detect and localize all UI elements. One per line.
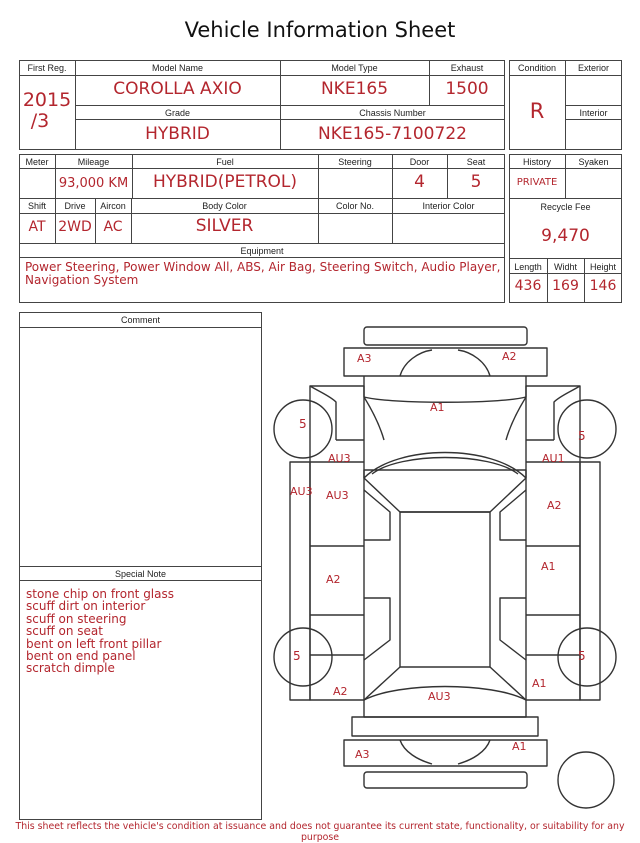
special-note-item: scuff dirt on interior (26, 599, 146, 614)
page-title: Vehicle Information Sheet (184, 18, 456, 42)
mark-right-front-door: A2 (547, 499, 562, 512)
mark-rear-bumper-left: A3 (355, 748, 370, 761)
grade-label: Grade (164, 108, 190, 118)
model-name-value: COROLLA AXIO (113, 79, 242, 99)
width-value: 169 (552, 278, 579, 294)
mark-right-rear-door: A1 (541, 560, 556, 573)
disclaimer-footer: This sheet reflects the vehicle's condition at issuance and does not guarantee its current state, functionality, or suitability for any purpose (15, 821, 625, 843)
mark-front-bumper-left: A3 (357, 352, 372, 365)
model-type-label: Model Type (331, 63, 378, 73)
height-value: 146 (589, 278, 617, 294)
recycle-fee-value: 9,470 (541, 226, 590, 246)
history-value: PRIVATE (516, 177, 558, 188)
model-name-label: Model Name (151, 63, 204, 73)
shift-label: Shift (27, 201, 46, 211)
exhaust-label: Exhaust (450, 63, 484, 73)
syaken-label: Syaken (578, 157, 609, 167)
car-damage-diagram (265, 318, 625, 818)
first-reg-month: /3 (30, 110, 50, 132)
front-bar-outline (364, 327, 527, 345)
recycle-fee-label: Recycle Fee (540, 202, 591, 212)
drive-value: 2WD (58, 219, 92, 235)
chassis-number-label: Chassis Number (359, 108, 426, 118)
mark-left-fender: AU3 (328, 452, 351, 465)
mark-front-bumper-right: A2 (502, 350, 517, 363)
model-type-value: NKE165 (320, 79, 389, 99)
grade-value: HYBRID (145, 124, 210, 144)
exhaust-value: 1500 (445, 79, 489, 99)
body-color-label: Body Color (202, 201, 247, 211)
mark-tire-rear-left: 5 (293, 649, 301, 663)
special-notes-list (26, 588, 174, 675)
meter-label: Meter (25, 157, 49, 167)
door-value: 4 (414, 172, 425, 192)
fuel-value: HYBRID(PETROL) (152, 172, 298, 192)
fuel-label: Fuel (216, 157, 234, 167)
special-note-item: scratch dimple (26, 661, 115, 676)
equipment-value: Power Steering, Power Window All, ABS, Air Bag, Steering Switch, Audio Player, Navigation System (25, 260, 501, 287)
seat-value: 5 (470, 172, 482, 192)
mark-tire-front-left: 5 (299, 417, 307, 431)
interior-color-label: Interior Color (422, 201, 475, 211)
aircon-value: AC (103, 219, 123, 235)
first-reg-year: 2015 (22, 89, 72, 111)
mark-left-rear-fender: A2 (333, 685, 348, 698)
mark-tire-rear-right: 5 (578, 649, 586, 663)
steering-label: Steering (338, 157, 372, 167)
special-note-item: stone chip on front glass (26, 587, 175, 601)
mark-right-rear-fender: A1 (532, 677, 547, 690)
exterior-label: Exterior (577, 63, 609, 73)
first-reg-label: First Reg. (27, 63, 67, 73)
body-color-value: SILVER (195, 216, 254, 236)
mark-rear-bumper-right: A1 (512, 740, 527, 753)
special-note-label: Special Note (114, 569, 167, 579)
chassis-number-value: NKE165-7100722 (318, 124, 467, 144)
width-label: Widht (553, 262, 577, 272)
length-value: 436 (514, 278, 542, 294)
mileage-value: 93,000 KM (58, 176, 129, 191)
front-bumper-outline (344, 348, 547, 376)
special-note-item: scuff on steering (26, 611, 127, 626)
seat-label: Seat (466, 157, 486, 167)
condition-label: Condition (517, 63, 557, 73)
history-label: History (522, 157, 551, 167)
interior-label: Interior (579, 108, 608, 118)
mark-left-front-door: AU3 (326, 489, 349, 502)
special-note-item: scuff on seat (26, 624, 103, 639)
mark-trunk: AU3 (428, 690, 451, 703)
length-label: Length (514, 262, 542, 272)
color-no-label: Color No. (335, 201, 374, 211)
mark-right-fender: AU1 (542, 452, 565, 465)
mark-left-pillar: AU3 (290, 485, 313, 498)
special-note-item: bent on left front pillar (26, 636, 162, 651)
mark-tire-front-right: 5 (578, 429, 586, 443)
aircon-label: Aircon (100, 201, 126, 211)
mileage-label: Mileage (77, 157, 110, 167)
equipment-label: Equipment (240, 246, 284, 256)
height-label: Height (589, 262, 616, 272)
mark-left-rear-door: A2 (326, 573, 341, 586)
special-note-item: bent on end panel (26, 649, 136, 664)
spare-tire-outline (558, 752, 614, 808)
mark-hood: A1 (430, 401, 445, 414)
condition-value: R (529, 99, 545, 123)
drive-label: Drive (64, 201, 86, 211)
comment-label: Comment (120, 315, 160, 325)
shift-value: AT (28, 219, 46, 235)
door-label: Door (409, 157, 430, 167)
